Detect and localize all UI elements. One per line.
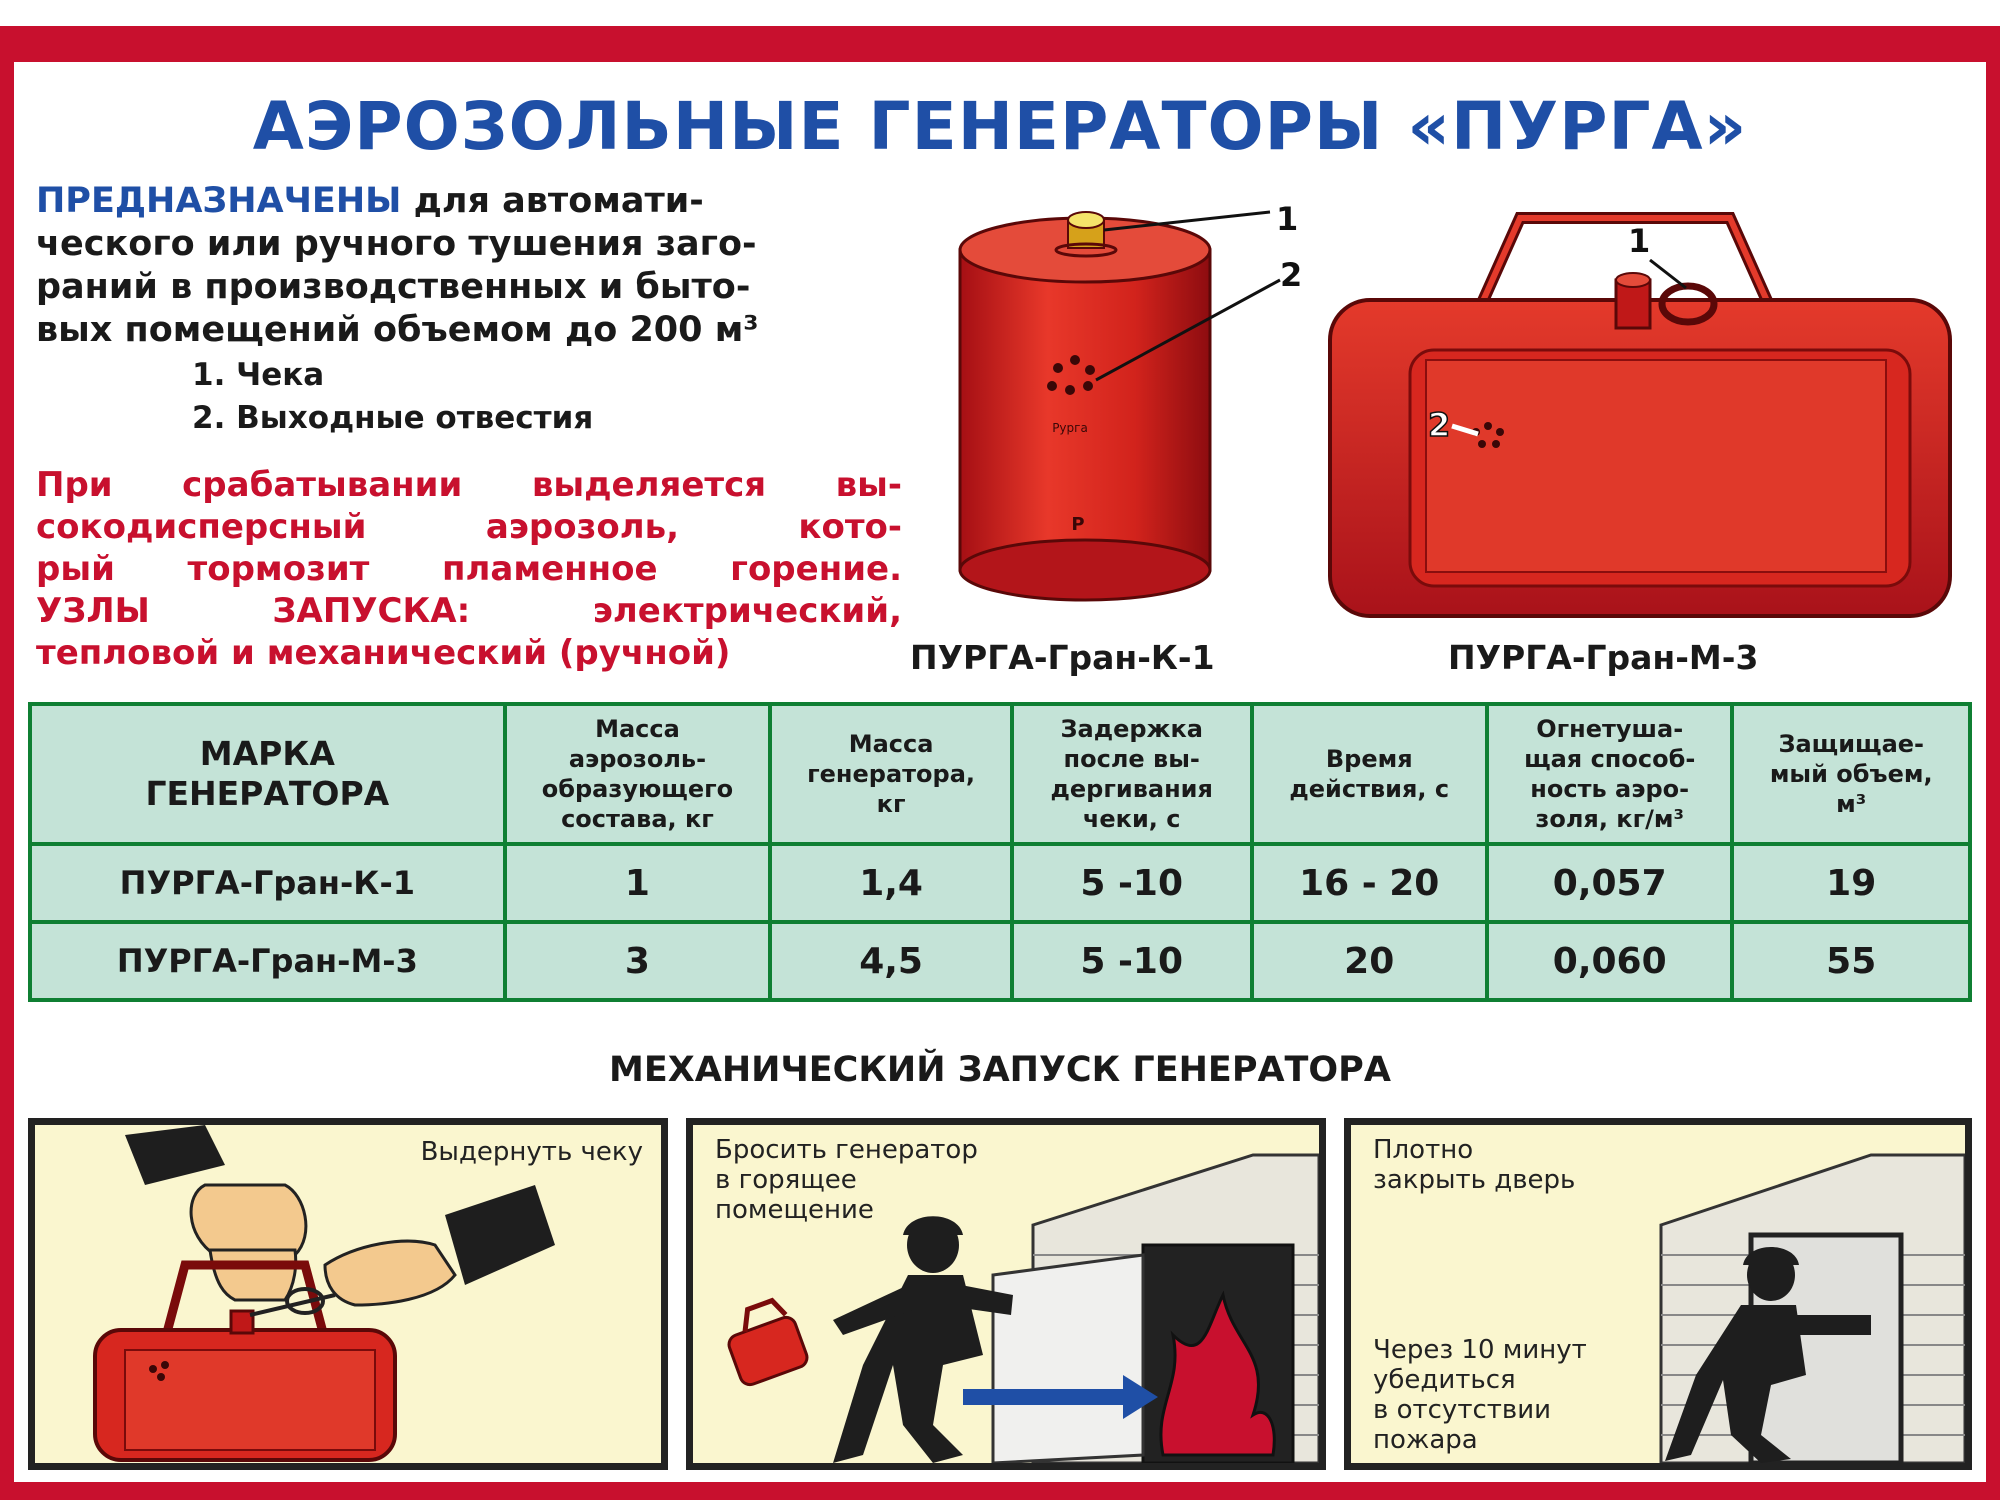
cell-generator-mass: 4,5 (770, 922, 1012, 1000)
top-strip (0, 0, 2000, 26)
intro-line-1: для автомати- (401, 181, 704, 221)
header-extinguishing-ability: Огнетуша- щая способ- ность аэро- золя, кг/м³ (1487, 704, 1732, 844)
header-generator-mass: Масса генератора, кг (770, 704, 1012, 844)
step-3-text: Плотно закрыть дверь (1373, 1135, 1576, 1195)
part-item-1: 1. Чека (192, 357, 325, 393)
table-row (30, 844, 1970, 922)
callout-2: 2 (1280, 256, 1303, 294)
callout-2: 2 (1428, 406, 1451, 444)
cell-generator-mass: 1,4 (770, 844, 1012, 922)
header-delay: Задержка после вы- дергивания чеки, с (1012, 704, 1252, 844)
caption-k1: ПУРГА-Гран-К-1 (910, 638, 1215, 677)
intro-text (36, 180, 916, 352)
intro-line-4: вых помещений объемом до 200 м³ (36, 310, 759, 350)
poster-title: АЭРОЗОЛЬНЫЕ ГЕНЕРАТОРЫ «ПУРГА» (252, 88, 1748, 165)
step-2-panel (686, 1118, 1326, 1470)
cylinder-bottom (960, 540, 1210, 600)
cell-delay: 5 -10 (1012, 922, 1252, 1000)
header-duration: Время действия, с (1252, 704, 1487, 844)
can-marking: Pурга (1052, 421, 1088, 435)
intro-accent: ПРЕДНАЗНАЧЕНЫ (36, 181, 402, 221)
table-header-row (30, 704, 1970, 844)
hand-left-icon (191, 1185, 306, 1255)
part-item-2: 2. Выходные отвестия (192, 400, 594, 436)
sleeve-right-icon (445, 1185, 555, 1285)
warning-line-2: сокодисперсный аэрозоль, кото- (36, 507, 902, 547)
intro-line-2: ческого или ручного тушения заго- (36, 224, 757, 264)
cell-protected-volume: 55 (1732, 922, 1970, 1000)
step-2-text: Бросить генератор в горящее помещение (715, 1135, 978, 1225)
open-door (993, 1255, 1143, 1463)
callout-1: 1 (1628, 222, 1651, 260)
hand-right-icon (325, 1241, 455, 1305)
cell-compound-mass: 1 (505, 844, 771, 922)
cell-extinguishing-ability: 0,060 (1487, 922, 1732, 1000)
step-1-text: Выдернуть чеку (420, 1137, 643, 1167)
intro-line-3: раний в производственных и быто- (36, 267, 751, 307)
cell-extinguishing-ability: 0,057 (1487, 844, 1732, 922)
step-1-panel (28, 1118, 668, 1470)
section-title: МЕХАНИЧЕСКИЙ ЗАПУСК ГЕНЕРАТОРА (609, 1050, 1391, 1090)
step-3-panel (1344, 1118, 1972, 1470)
cylinder-body (960, 250, 1210, 570)
cell-duration: 16 - 20 (1252, 844, 1487, 922)
thrown-generator (726, 1315, 810, 1388)
close-door-illustration (1351, 1125, 1965, 1463)
specs-table (28, 702, 1972, 1002)
generator-m3-illustration (1310, 200, 1970, 630)
callout-1: 1 (1276, 200, 1299, 238)
cell-duration: 20 (1252, 922, 1487, 1000)
sleeve-left-icon (125, 1125, 225, 1185)
parts-list (192, 354, 593, 440)
caption-m3: ПУРГА-Гран-М-3 (1448, 638, 1759, 677)
header-brand: МАРКА ГЕНЕРАТОРА (30, 704, 505, 844)
step-3-note: Через 10 минут убедиться в отсутствии пожара (1373, 1335, 1587, 1455)
cell-brand: ПУРГА-Гран-К-1 (30, 844, 505, 922)
header-protected-volume: Защищае- мый объем, м³ (1732, 704, 1970, 844)
cell-compound-mass: 3 (505, 922, 771, 1000)
throw-generator-illustration (693, 1125, 1319, 1463)
warning-line-5: тепловой и механический (ручной) (36, 633, 731, 673)
header-compound-mass: Масса аэрозоль- образующего состава, кг (505, 704, 771, 844)
warning-line-3: рый тормозит пламенное горение. (36, 549, 902, 589)
warning-text (36, 464, 902, 674)
can-letter: Р (1071, 514, 1085, 535)
table-row (30, 922, 1970, 1000)
warning-line-1: При срабатывании выделяется вы- (36, 465, 902, 505)
generator-k1-illustration (930, 200, 1350, 620)
cell-protected-volume: 19 (1732, 844, 1970, 922)
pull-pin-illustration (35, 1125, 661, 1463)
cell-delay: 5 -10 (1012, 844, 1252, 922)
worker-figure (833, 1216, 1013, 1463)
cell-brand: ПУРГА-Гран-М-3 (30, 922, 505, 1000)
warning-line-4: УЗЛЫ ЗАПУСКА: электрический, (36, 591, 902, 631)
